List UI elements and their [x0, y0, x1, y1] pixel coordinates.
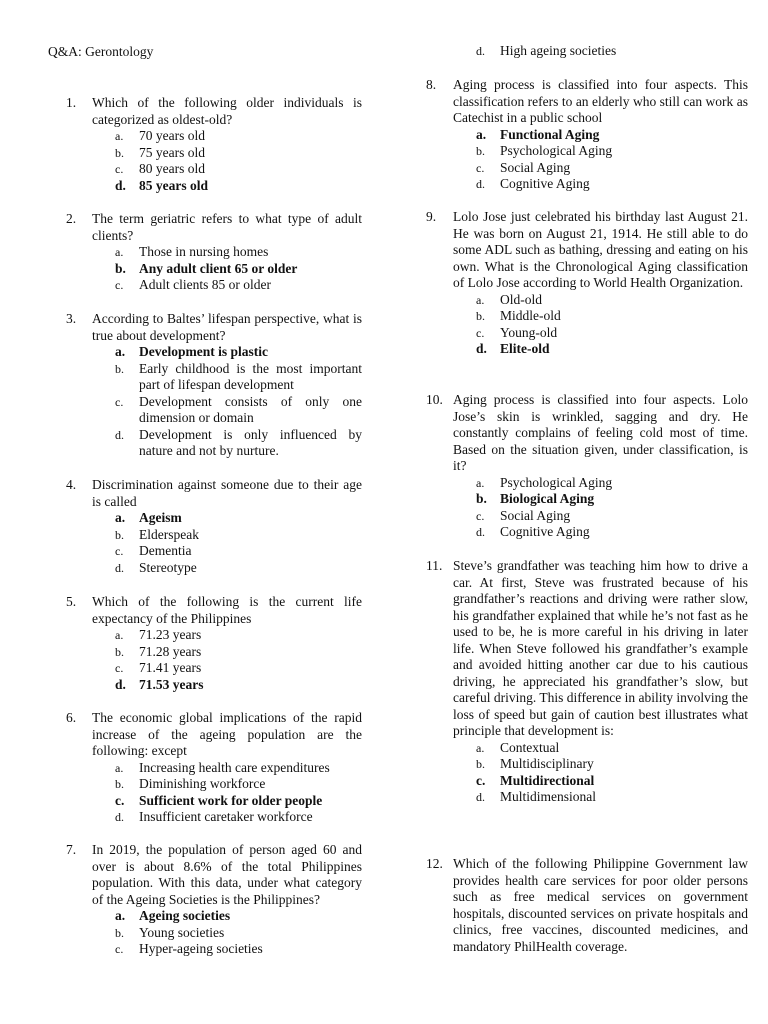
option-text: Old-old — [500, 291, 542, 307]
question-number: 7. — [66, 842, 77, 857]
question-number: 10. — [426, 392, 443, 407]
question-stem — [48, 594, 362, 627]
option-letter: c. — [476, 508, 485, 523]
answer-option — [48, 145, 362, 162]
answer-option — [48, 394, 362, 427]
question-text: The term geriatric refers to what type of adult clients? — [92, 211, 362, 243]
option-text: Increasing health care expenditures — [139, 759, 330, 775]
answer-option — [48, 427, 362, 460]
option-letter: c. — [115, 544, 124, 558]
answer-options — [48, 344, 362, 460]
option-letter: c. — [115, 278, 124, 292]
option-letter: b. — [476, 491, 487, 506]
option-letter: a. — [115, 628, 124, 642]
option-text: 85 years old — [139, 177, 208, 193]
option-text: Middle-old — [500, 308, 561, 323]
answer-option — [48, 560, 362, 577]
option-text: High ageing societies — [500, 43, 617, 58]
answer-option — [48, 543, 362, 560]
question-item — [426, 856, 748, 955]
option-text: 70 years old — [139, 128, 205, 143]
answer-option — [426, 292, 748, 309]
question-text: Which of the following is the current life expectancy of the Philippines — [92, 594, 362, 626]
option-letter: b. — [476, 144, 485, 158]
question-number: 9. — [426, 209, 437, 224]
option-text: Cognitive Aging — [500, 524, 590, 539]
correct-answer-option — [48, 344, 362, 361]
answer-option — [48, 776, 362, 793]
option-letter: a. — [115, 510, 126, 525]
question-item — [48, 95, 362, 194]
answer-option — [426, 789, 748, 806]
answer-option — [426, 756, 748, 773]
option-text: Early childhood is the most important part of lifespan development — [139, 360, 362, 392]
option-letter: a. — [115, 760, 124, 775]
question-item — [48, 311, 362, 460]
option-text: Elite-old — [500, 341, 550, 356]
question-number: 11. — [426, 558, 443, 573]
option-letter: d. — [476, 44, 485, 58]
question-stem — [48, 842, 362, 908]
option-text: Cognitive Aging — [500, 176, 590, 191]
correct-answer-option — [48, 261, 362, 278]
option-letter: d. — [115, 560, 124, 575]
answer-option — [48, 277, 362, 294]
answer-options — [426, 292, 748, 358]
option-letter: c. — [115, 162, 124, 176]
question-text: Discrimination against someone due to their age is called — [92, 477, 362, 509]
option-letter: b. — [115, 260, 126, 276]
option-text: Sufficient work for older people — [139, 792, 323, 808]
question-item — [426, 77, 748, 193]
answer-option — [426, 143, 748, 160]
option-letter: c. — [476, 325, 485, 340]
option-letter: a. — [476, 126, 487, 142]
question-text: Aging process is classified into four aspects. Lolo Jose’s skin is wrinkled, sagging and dry. He constantly complains of feeling cold most of time. Based on the situation given, under classification, is it? — [453, 392, 748, 473]
option-text: 71.23 years — [139, 627, 202, 642]
question-stem — [426, 77, 748, 127]
option-text: 71.41 years — [139, 660, 202, 675]
option-letter: b. — [476, 309, 485, 323]
correct-answer-option — [426, 341, 748, 358]
answer-options — [426, 43, 748, 60]
question-text: Which of the following older individuals is categorized as oldest-old? — [92, 95, 362, 127]
question-stem — [426, 558, 748, 740]
question-stem — [48, 211, 362, 244]
question-number: 2. — [66, 211, 77, 226]
document-title: Q&A: Gerontology — [48, 44, 154, 59]
answer-options — [48, 627, 362, 693]
question-stem — [48, 95, 362, 128]
question-stem — [426, 209, 748, 292]
option-letter: d. — [115, 676, 126, 692]
correct-answer-option — [48, 908, 362, 925]
question-number: 5. — [66, 594, 77, 609]
option-text: Social Aging — [500, 507, 571, 523]
option-letter: d. — [476, 790, 485, 804]
option-letter: a. — [476, 740, 485, 755]
option-text: Ageing societies — [139, 908, 231, 923]
question-stem — [48, 311, 362, 344]
correct-answer-option — [48, 510, 362, 527]
question-stem — [48, 477, 362, 510]
question-text: Lolo Jose just celebrated his birthday last August 21. He was born on August 21, 1914. He still able to do some ADL such as bathing, dressing and eating on his own. What is the Chronological Aging classification of Lolo Jose according to World Health Organization. — [453, 209, 748, 290]
answer-option — [426, 325, 748, 342]
option-letter: c. — [115, 942, 124, 956]
question-item — [426, 558, 748, 806]
correct-answer-option — [426, 773, 748, 790]
correct-answer-option — [426, 491, 748, 508]
option-letter: d. — [115, 810, 124, 824]
question-text: According to Baltes’ lifespan perspective, what is true about development? — [92, 311, 362, 343]
option-letter: c. — [115, 792, 125, 808]
option-text: Hyper-ageing societies — [139, 941, 263, 956]
answer-option — [426, 176, 748, 193]
correct-answer-option — [48, 677, 362, 694]
option-letter: c. — [115, 661, 124, 675]
answer-option — [48, 161, 362, 178]
option-letter: a. — [476, 292, 485, 307]
question-item — [48, 710, 362, 826]
question-number: 3. — [66, 311, 77, 326]
option-text: Psychological Aging — [500, 474, 613, 490]
option-text: Functional Aging — [500, 126, 600, 142]
answer-option — [48, 760, 362, 777]
option-text: Multidimensional — [500, 789, 596, 804]
question-continuation — [426, 43, 748, 60]
option-letter: a. — [115, 129, 124, 143]
answer-option — [48, 361, 362, 394]
option-letter: d. — [115, 427, 124, 442]
option-letter: c. — [476, 772, 486, 788]
answer-option — [48, 660, 362, 677]
option-text: Insufficient caretaker workforce — [139, 809, 313, 824]
option-text: Young societies — [139, 924, 225, 940]
option-letter: c. — [476, 160, 485, 175]
question-number: 4. — [66, 477, 77, 492]
option-letter: d. — [476, 525, 485, 539]
option-text: Elderspeak — [139, 526, 199, 542]
answer-options — [48, 760, 362, 826]
option-text: Multidirectional — [500, 772, 595, 788]
option-text: Development is plastic — [139, 344, 268, 359]
option-letter: a. — [115, 344, 126, 359]
option-text: Those in nursing homes — [139, 244, 269, 259]
option-text: Dementia — [139, 543, 192, 558]
option-letter: a. — [115, 245, 124, 259]
answer-options — [48, 244, 362, 294]
option-text: Multidisciplinary — [500, 756, 594, 771]
answer-option — [426, 508, 748, 525]
question-text: The economic global implications of the rapid increase of the ageing population are the following: except — [92, 710, 362, 758]
option-letter: d. — [115, 177, 126, 193]
answer-option — [48, 941, 362, 958]
option-letter: b. — [115, 145, 124, 160]
answer-option — [48, 244, 362, 261]
option-text: Any adult client 65 or older — [139, 260, 298, 276]
option-text: 75 years old — [139, 144, 205, 160]
option-letter: a. — [476, 475, 485, 490]
option-text: Adult clients 85 or older — [139, 277, 271, 292]
option-letter: b. — [115, 777, 124, 791]
option-text: Contextual — [500, 739, 560, 755]
question-stem — [426, 392, 748, 475]
question-text: Steve’s grandfather was teaching him how to drive a car. At first, Steve was frustrated because of his grandfather’s reactions and driving were rather slow, his grandfather explained that while he’s not fast as he used to be, he is more careful in his driving in later life. When Steve followed his grandfather’s example and avoided hitting another car due to his cautious driving, he appreciated his grandfather’s slow, but careful driving. This difference in ability involving the loss of speed but gain of caution best illustrates what principle that development is: — [453, 558, 748, 738]
option-letter: b. — [115, 925, 124, 940]
question-item — [48, 211, 362, 294]
option-letter: b. — [115, 361, 124, 376]
answer-option — [48, 128, 362, 145]
option-text: Development consists of only one dimension or domain — [139, 393, 362, 425]
option-text: Psychological Aging — [500, 143, 613, 158]
answer-options — [48, 510, 362, 576]
question-text: In 2019, the population of person aged 60 and over is about 8.6% of the total Philippines population. With this data, under what category of the Ageing Societies is the Philippines? — [92, 842, 362, 907]
answer-options — [426, 740, 748, 806]
answer-options — [426, 127, 748, 193]
option-text: 71.28 years — [139, 643, 202, 659]
option-text: 80 years old — [139, 161, 205, 176]
correct-answer-option — [426, 127, 748, 144]
answer-option — [48, 925, 362, 942]
answer-option — [48, 527, 362, 544]
question-stem — [426, 856, 748, 955]
option-letter: c. — [115, 394, 124, 409]
question-number: 1. — [66, 95, 77, 110]
option-text: Development is only influenced by nature and not by nurture. — [139, 426, 362, 458]
option-text: Biological Aging — [500, 491, 595, 506]
option-text: Social Aging — [500, 159, 571, 175]
correct-answer-option — [48, 793, 362, 810]
question-number: 12. — [426, 856, 443, 871]
option-text: Young-old — [500, 324, 558, 340]
question-stem — [48, 710, 362, 760]
answer-options — [426, 475, 748, 541]
option-letter: b. — [115, 527, 124, 542]
answer-option — [426, 160, 748, 177]
answer-options — [48, 128, 362, 194]
answer-option — [48, 644, 362, 661]
question-number: 8. — [426, 77, 437, 92]
question-item — [426, 392, 748, 541]
option-letter: d. — [476, 177, 485, 191]
correct-answer-option — [48, 178, 362, 195]
option-letter: b. — [476, 757, 485, 771]
answer-option — [426, 740, 748, 757]
question-number: 6. — [66, 710, 77, 725]
question-item — [48, 842, 362, 958]
question-item — [48, 594, 362, 693]
option-letter: b. — [115, 644, 124, 659]
answer-option — [426, 43, 748, 60]
answer-options — [48, 908, 362, 958]
answer-option — [426, 475, 748, 492]
answer-option — [426, 308, 748, 325]
question-text: Aging process is classified into four aspects. This classification refers to an elderly who still can work as Catechist in a public school — [453, 77, 748, 125]
option-letter: a. — [115, 908, 126, 923]
option-text: 71.53 years — [139, 676, 204, 692]
question-item — [48, 477, 362, 576]
option-letter: d. — [476, 341, 487, 356]
option-text: Ageism — [139, 510, 182, 525]
answer-option — [48, 809, 362, 826]
question-text: Which of the following Philippine Government law provides health care services for poor older persons such as free medical services on government hospitals, discounted services on private hospitals and clinics, free vaccines, discounted medicines, and mandatory PhilHealth coverage. — [453, 856, 748, 954]
answer-option — [426, 524, 748, 541]
question-item — [426, 209, 748, 358]
option-text: Stereotype — [139, 559, 197, 575]
option-text: Diminishing workforce — [139, 776, 266, 791]
answer-option — [48, 627, 362, 644]
